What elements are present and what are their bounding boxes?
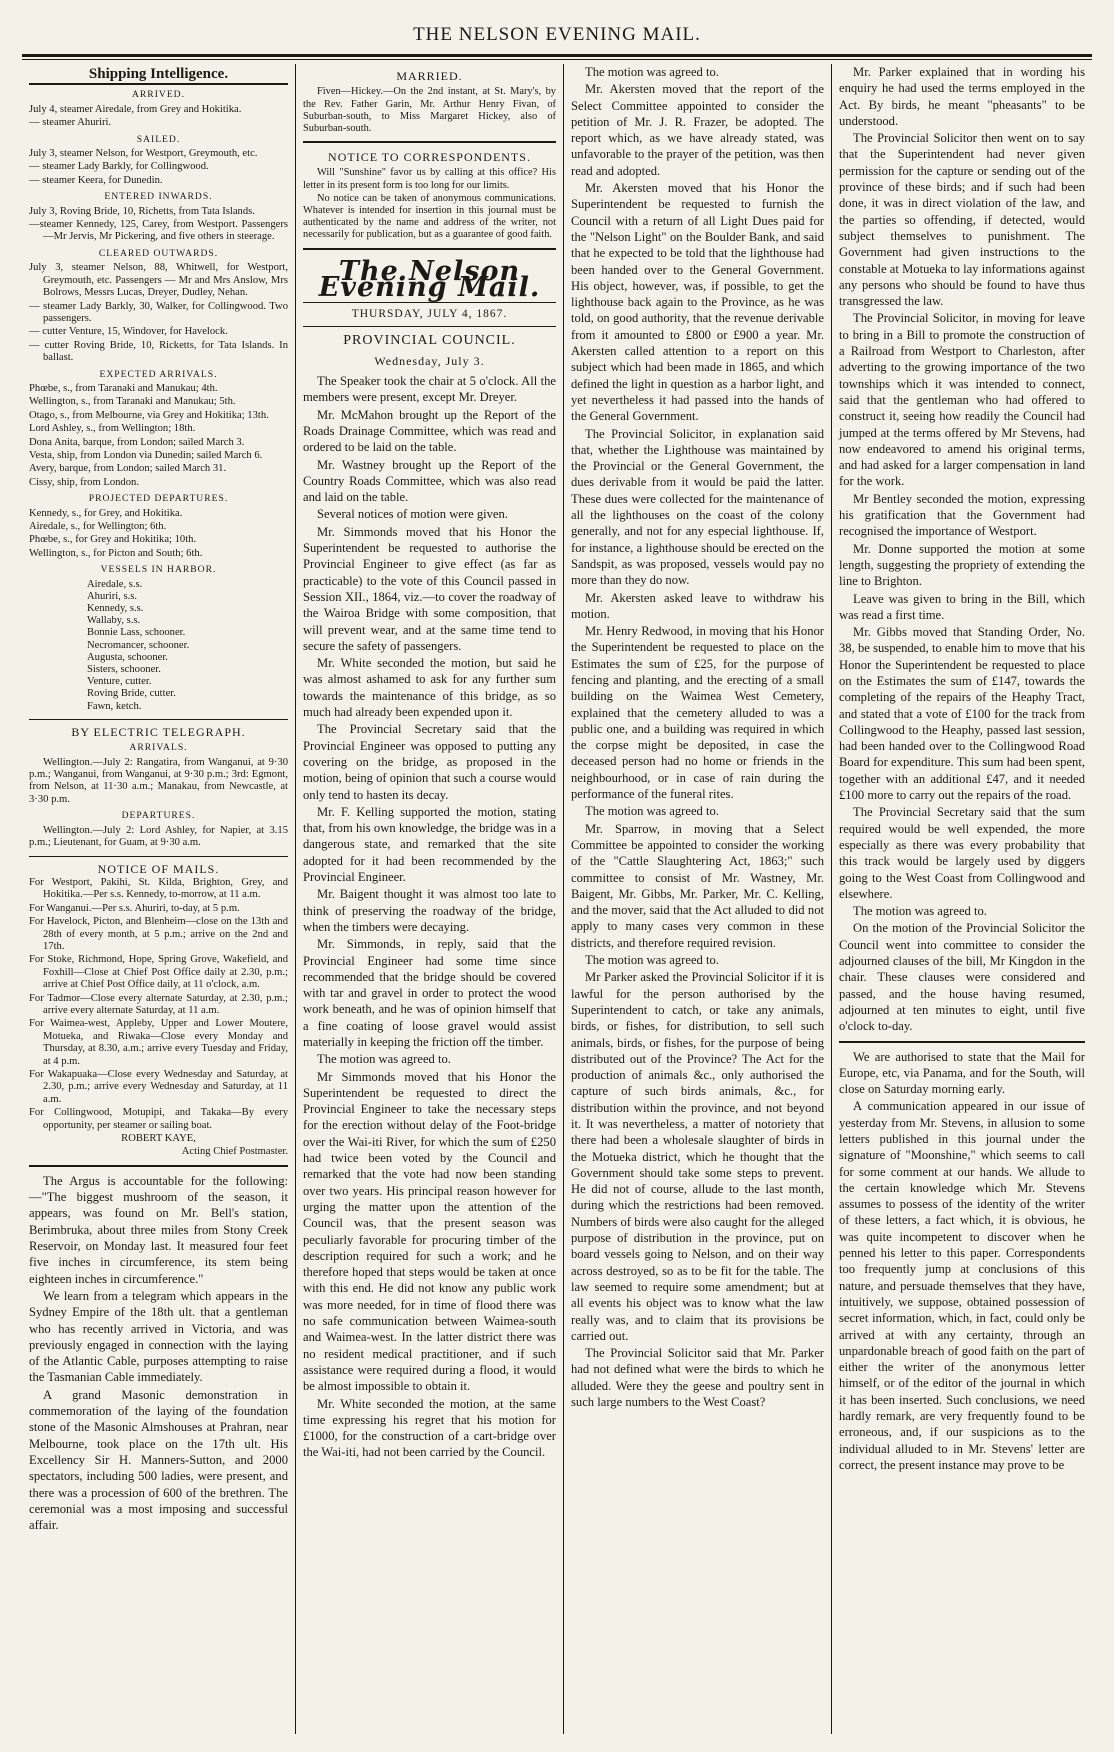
article-paragraph: The Provincial Solicitor said that Mr. Parker had not defined what were the birds to which he alluded. Were they the geese and poultry sent in such large numbers to the West Coast? bbox=[571, 1346, 824, 1410]
article-paragraph: Mr. Akersten moved that the report of the Select Committee appointed to consider the petition of Mr. J. R. Frazer, be adopted. The report which, as we have already stated, was unfavorable to the prayer of the petition, was then read and adopted. bbox=[571, 82, 824, 178]
article-paragraph: Mr. Donne supported the motion at some length, suggesting the propriety of extending the line to Brighton. bbox=[839, 541, 1085, 589]
mail-item: For Havelock, Picton, and Blenheim—close on the 13th and 28th of every month, at 5 p.m.; arrive on the 2nd and 17th. bbox=[29, 916, 288, 952]
column-4 bbox=[831, 64, 1092, 1734]
cleared-item: — steamer Lady Barkly, 30, Walker, for Collingwood. Two passengers. bbox=[29, 300, 288, 324]
vessel-item: Wallaby, s.s. bbox=[87, 615, 141, 627]
sailed-heading: SAILED. bbox=[136, 133, 181, 145]
vessel-item: Fawn, ketch. bbox=[87, 700, 142, 712]
column-3 bbox=[563, 64, 831, 1734]
tel-arrivals: Wellington.—July 2: Rangatira, from Wanganui, at 9·30 p.m.; Wanganui, from Wanganui, at 9·30 p.m.; 3rd: Egmont, from Nelson, at 11·30 a.m.; Manakau, from Newcastle, at 3·30 p.m. bbox=[29, 756, 288, 805]
mail-item: For Waimea-west, Appleby, Upper and Lower Moutere, Motueka, and Riwaka—Close every Monday and Thursday, at 8.30, a.m.; arrive every Tuesday and Friday, at 4 p.m. bbox=[29, 1018, 288, 1067]
vessel-item: Augusta, schooner. bbox=[87, 651, 168, 663]
cleared-item: — cutter Roving Bride, 10, Ricketts, for Tata Islands. In ballast. bbox=[29, 339, 288, 364]
sailed-item: — steamer Keera, for Dunedin. bbox=[29, 174, 163, 186]
vessel-item: Bonnie Lass, schooner. bbox=[87, 627, 186, 639]
projected-item: Wellington, s., for Picton and South; 6th. bbox=[29, 547, 203, 559]
article-paragraph: Mr. Akersten moved that his Honor the Superintendent be requested to furnish the Council with a return of all Light Dues paid for the "Nelson Light" on the Boulder Bank, and said that he expected to be told that the lighthouse had been handed over to the General Government. His object, however, was, if possible, to get the lighthouse back again to the Province, as he was told, on good authority, that the revenue derivable from it amounted to £800 or £900 a year. Mr. Akersten called attention to a report on this subject which had been made in 1865, and which defined the light in question as a harbor light, and yet nevertheless it had passed into the hands of the General Government. bbox=[571, 181, 824, 424]
divider bbox=[29, 1165, 288, 1167]
columns bbox=[22, 64, 1092, 1734]
article-paragraph: The Argus is accountable for the following:—"The biggest mushroom of the season, it appears, was found on Mr. Bell's station, Berimbruka, about three miles from Stony Creek Reservoir, on Monday last. It measured four feet five inches in circumference, its stem being eighteen inches in circumference." bbox=[29, 1173, 288, 1286]
masthead: THE NELSON EVENING MAIL. bbox=[413, 24, 701, 45]
sailed-item: — steamer Lady Barkly, for Collingwood. bbox=[29, 161, 209, 173]
article-paragraph: Mr. Akersten asked leave to withdraw his motion. bbox=[571, 590, 824, 621]
entered-heading: ENTERED INWARDS. bbox=[104, 191, 213, 203]
vessel-item: Kennedy, s.s. bbox=[87, 603, 144, 615]
projected-item: Kennedy, s., for Grey, and Hokitika. bbox=[29, 507, 183, 519]
column-1 bbox=[22, 64, 295, 1734]
article-paragraph: Leave was given to bring in the Bill, which was read a first time. bbox=[839, 591, 1085, 622]
article-paragraph: A communication appeared in our issue of yesterday from Mr. Stevens, in allusion to some letters published in this journal under the signature of "Moonshine," which seems to call for some comment at our hands. We allude to the certain knowledge which Mr. Stevens assumes to possess of the identity of the writer of these letters, a fact which, it is obvious, he was quite incompetent to discover when he penned his letter to this paper. Correspondents too frequently jump at conclusions of this nature, and persuade themselves that they have, intuitively, we suppose, obtained possession of secret information, which, in fact, could only be arrived at with any certainty, through an unpardonable breach of good faith on the part of either the writer of the anonymous letter himself, or of the editor of the journal in which it has been inserted. Such conclusions, we need hardly remark, are very frequently found to be erroneous, and, if our suspicions as to the individual alluded to in Mr. Stevens' letter are correct, the present instance may prove to be bbox=[839, 1099, 1085, 1472]
married-heading: MARRIED. bbox=[396, 69, 463, 83]
arrived-item: — steamer Ahuriri. bbox=[29, 117, 112, 129]
divider bbox=[29, 719, 288, 720]
article-paragraph: The Provincial Secretary said that the Provincial Engineer was opposed to putting any covering on the bridge, as proposed in the motion, being of opinion that such a course would only tend to hasten its decay. bbox=[303, 722, 556, 802]
article-paragraph: We are authorised to state that the Mail for Europe, etc, via Panama, and for the South, will close on Saturday morning early. bbox=[839, 1049, 1085, 1097]
article-paragraph: Mr Parker asked the Provincial Solicitor if it is lawful for the person authorised by the Superintendent to catch, or take any animals, birds, or fishes, for distribution, to sell such animals, birds, or fishes, for the purpose of being distributed out of the Province? The Act for the production of animals &c., only authorised the capture of such birds animals, &c., for distribution within the province, and not beyond it. It was nevertheless, a matter of notoriety that there had been a wholesale slaughter of birds in the Motueka district, which he thought that the Government should take some steps to prevent. He did not of course, allude to the last month, during which the restrictions had been removed. Numbers of birds were also caught for the alleged purpose of distribution in the province, put on board vessels going to Nelson, and on their way across destroyed, so as to be fit for the table. The law seemed to require some amendment; but at all events his object was to know what the law really was, and to claim that its provisions be carried out. bbox=[571, 970, 824, 1343]
masthead-rule-thin bbox=[22, 59, 1092, 60]
article-paragraph: The motion was agreed to. bbox=[585, 65, 719, 79]
article-paragraph: We learn from a telegram which appears in the Sydney Empire of the 18th ult. that a gentleman who has recently arrived in Victoria, and was previously engaged in connection with the laying of the Atlantic Cable, purposes attempting to raise the Tasmanian Cable immediately. bbox=[29, 1288, 288, 1385]
dateline: THURSDAY, JULY 4, 1867. bbox=[303, 302, 556, 326]
projected-item: Phœbe, s., for Grey and Hokitika; 10th. bbox=[29, 534, 197, 546]
article-paragraph: The motion was agreed to. bbox=[317, 1052, 451, 1067]
article-paragraph: Mr. Sparrow, in moving that a Select Committee be appointed to consider the working of the "Cattle Slaughtering Act, 1863;" such committee to consist of Mr. Wastney, Mr. Baigent, Mr. Gibbs, Mr. Parker, Mr. C. Kelling, and the mover, said that the Act alluded to did not apply to many cases very common in these districts, and therefore required revision. bbox=[571, 821, 824, 950]
article-paragraph: Mr. F. Kelling supported the motion, stating that, from his own knowledge, the bridge was in a dangerous state, and remarked that the site adopted for it had been recommended by the Provincial Engineer. bbox=[303, 804, 556, 885]
article-paragraph: A grand Masonic demonstration in commemoration of the laying of the foundation stone of the Masonic Almshouses at Prahran, near Melbourne, took place on the 17th ult. His Excellency Sir H. Manners-Sutton, and 2000 spectators, including 500 ladies, were present, and there was a procession of 600 of the brethren. The ceremonial was a most imposing and successful affair. bbox=[29, 1387, 288, 1533]
mail-item: For Westport, Pakihi, St. Kilda, Brighton, Grey, and Hokitika.—Per s.s. Kennedy, to-morrow, at 11 a.m. bbox=[29, 876, 288, 901]
expected-item: Avery, barque, from London; sailed March 31. bbox=[29, 463, 227, 475]
vessel-item: Ahuriri, s.s. bbox=[87, 590, 138, 602]
married-notice: Fiven—Hickey.—On the 2nd instant, at St. Mary's, by the Rev. Father Garin, Mr. Arthur Henry Fivan, of Suburban-south, to Miss Margaret Hickey, also of Suburban-south. bbox=[303, 86, 556, 134]
divider bbox=[303, 141, 556, 143]
tel-arrivals-heading: ARRIVALS. bbox=[129, 742, 188, 754]
article-paragraph: Mr. White seconded the motion, but said he was almost ashamed to ask for any further sum towards the maintenance of this bridge, as so much had already been expended upon it. bbox=[303, 656, 556, 720]
tel-departures: Wellington.—July 2: Lord Ashley, for Napier, at 3.15 p.m.; Lieutenant, for Guam, at 9·30 a.m. bbox=[29, 824, 288, 849]
day-heading: Wednesday, July 3. bbox=[374, 353, 485, 368]
article-paragraph: Mr. Baigent thought it was almost too late to think of preserving the roadway of the bridge, when the timbers were decaying. bbox=[303, 887, 556, 934]
expected-item: Dona Anita, barque, from London; sailed March 3. bbox=[29, 436, 245, 448]
expected-heading: EXPECTED ARRIVALS. bbox=[99, 368, 218, 380]
vessel-item: Airedale, s.s. bbox=[87, 578, 143, 590]
nameplate: The Nelson Evening Mail. bbox=[318, 255, 541, 303]
mail-item: For Tadmor—Close every alternate Saturday, at 2.30, p.m.; arrive every alternate Saturday, at 11 a.m. bbox=[29, 992, 288, 1016]
article-paragraph: Mr. McMahon brought up the Report of the Roads Drainage Committee, which was read and ordered to be laid on the table. bbox=[303, 407, 556, 455]
article-paragraph: Mr. Simmonds, in reply, said that the Provincial Engineer had some time since recommended that the bridge should be covered with tar and gravel in order to protect the wood work beneath, and he was of opinion himself that a fine coating of loose gravel would assist materially in keeping the friction off the timber. bbox=[303, 937, 556, 1049]
cleared-item: July 3, steamer Nelson, 88, Whitwell, for Westport, Greymouth, etc. Passengers — Mr and Mrs Anslow, Mrs Bolrows, Messrs Lucas, Dreyer, Dudley, Nehan. bbox=[29, 262, 288, 299]
postmaster-title: Acting Chief Postmaster. bbox=[181, 1146, 288, 1158]
column-2 bbox=[295, 64, 563, 1734]
article-paragraph: The motion was agreed to. bbox=[585, 953, 719, 968]
article-paragraph: Mr. Gibbs moved that Standing Order, No. 38, be suspended, to enable him to move that his Honor the Superintendent be requested to place on the Estimates the sum of £147, towards the completing of the repairs of the Heaphy Tract, and stated that a vote of £100 for the track from Collingwood to the Heaphy, passed last session, had been handed over to the Collingwood Road Board for expenditure. This sum had been spent, together with an additional £47, and it needed £100 more to carry out the repairs of the road. bbox=[839, 625, 1085, 803]
article-paragraph: On the motion of the Provincial Solicitor the Council went into committee to consider the adjourned clauses of the bill, Mr Kingdon in the chair. These clauses were considered and passed, and the house having resumed, adjourned at ten minutes to eight, until five o'clock to-day. bbox=[839, 921, 1085, 1034]
expected-item: Otago, s., from Melbourne, via Grey and Hokitika; 13th. bbox=[29, 409, 269, 421]
projected-heading: PROJECTED DEPARTURES. bbox=[88, 493, 229, 505]
article-paragraph: Mr Simmonds moved that his Honor the Superintendent be requested to direct the Provincial Engineer to take the necessary steps for the erection without delay of the Foot-bridge over the Wai-iti River, for which the sum of £250 had twice been voted by the Council and remarked that the vote had now been standing over two years. His principal reason however for urging the matter upon the attention of the Council was, that the present season was peculiarly favorable for procuring timber of the description required for such a work; and he therefore hoped that steps would be taken at once with this end. He did not know any public work was more needed, for in time of flood there was no safe communication between Waimea-south and Waimea-west. In the latter district there was no resident medical practitioner, and if such assistance were required during a flood, it would be almost impossible to obtain it. bbox=[303, 1069, 556, 1394]
article-paragraph: Mr Bentley seconded the motion, expressing his gratification that the Government had recognised the importance of Westport. bbox=[839, 491, 1085, 539]
expected-item: Lord Ashley, s., from Wellington; 18th. bbox=[29, 423, 196, 435]
correspondents-notice: No notice can be taken of anonymous communications. Whatever is intended for insertion in this journal must be authenticated by the name and address of the writer, not necessarily for publication, but as a guarantee of good faith. bbox=[303, 192, 556, 241]
expected-item: Vesta, ship, from London via Dunedin; sailed March 6. bbox=[29, 449, 263, 461]
telegraph-heading: BY ELECTRIC TELEGRAPH. bbox=[71, 724, 246, 739]
masthead-rule bbox=[22, 54, 1092, 57]
divider bbox=[839, 1041, 1085, 1043]
divider bbox=[29, 856, 288, 857]
section-heading: PROVINCIAL COUNCIL. bbox=[343, 332, 516, 348]
tel-departures-heading: DEPARTURES. bbox=[121, 810, 196, 822]
vessel-item: Necromancer, schooner. bbox=[87, 639, 190, 651]
article-paragraph: The Provincial Secretary said that the sum required would be well expended, the more especially as there was every probability that this track would be largely used by diggers going to the West Coast from Collingwood and elsewhere. bbox=[839, 805, 1085, 901]
postmaster-name: ROBERT KAYE, bbox=[121, 1133, 196, 1145]
arrived-heading: ARRIVED. bbox=[131, 89, 186, 101]
arrived-item: July 4, steamer Airedale, from Grey and Hokitika. bbox=[29, 103, 242, 115]
correspondents-heading: NOTICE TO CORRESPONDENTS. bbox=[328, 150, 531, 165]
article-paragraph: The Provincial Solicitor, in explanation said that, whether the Lighthouse was maintained by the Provincial or the General Government, the dues derivable from it would be paid the latter. These dues were collected for the maintenance of all the lighthouses on the coast of the colony generally, and not for any especial lighthouse. If, for instance, a lighthouse should be erected on the Sandspit, as was proposed, vessels would pay no more than they do now. bbox=[571, 426, 824, 588]
article-paragraph: Mr. Simmonds moved that his Honor the Superintendent be requested to authorise the Provincial Engineer to give effect (as far as practicable) to the vote of this Council passed in Session XII., 1864, viz.—to cover the roadway of the Wairoa Bridge with some composition, that will prevent wear, and at the same time tend to secure the safety of passengers. bbox=[303, 524, 556, 653]
vessel-item: Roving Bride, cutter. bbox=[87, 688, 176, 700]
vessel-item: Sisters, schooner. bbox=[87, 664, 161, 676]
correspondents-notice: Will "Sunshine" favor us by calling at this office? His letter in its present form is too long for our limits. bbox=[303, 167, 556, 191]
article-paragraph: Several notices of motion were given. bbox=[317, 507, 508, 522]
article-paragraph: The Provincial Solicitor, in moving for leave to bring in a Bill to promote the construction of a Railroad from Westport to Charleston, after adverting to the growing importance of the two townships which it was intended to connect, said that the gentleman who had offered to construct it, seeing how readily the Council had jumped at the terms offered by Mr Stevens, had now endeavored to amend his original terms, and had asked for a larger compensation in land for the work. bbox=[839, 311, 1085, 489]
article-paragraph: The motion was agreed to. bbox=[585, 804, 719, 819]
mails-heading: NOTICE OF MAILS. bbox=[97, 861, 220, 876]
article-paragraph: The Speaker took the chair at 5 o'clock. All the members were present, except Mr. Dreyer. bbox=[303, 374, 556, 405]
expected-item: Wellington, s., from Taranaki and Manukau; 5th. bbox=[29, 396, 236, 408]
projected-item: Airedale, s., for Wellington; 6th. bbox=[29, 521, 167, 532]
mail-item: For Collingwood, Motupipi, and Takaka—By every opportunity, per steamer or sailing boat. bbox=[29, 1107, 288, 1131]
article-paragraph: Mr. White seconded the motion, at the same time expressing his regret that his motion for £1000, for the construction of a cart-bridge over the Wai-iti, had not been carried by the Council. bbox=[303, 1396, 556, 1460]
cleared-heading: CLEARED OUTWARDS. bbox=[98, 247, 219, 259]
shipping-title: Shipping Intelligence. bbox=[29, 64, 288, 85]
mail-item: For Wakapuaka—Close every Wednesday and Saturday, at 2.30, p.m.; arrive every Wednesday and Saturday, at 11 a.m. bbox=[29, 1069, 288, 1105]
expected-item: Phœbe, s., from Taranaki and Manukau; 4th. bbox=[29, 382, 218, 394]
mail-item: For Stoke, Richmond, Hope, Spring Grove, Wakefield, and Foxhill—Close at Chief Post Office daily at 2.30, p.m.; arrive at Chief Post Office daily, at 11 o'clock, a.m. bbox=[29, 954, 288, 991]
cleared-item: — cutter Venture, 15, Windover, for Havelock. bbox=[29, 326, 228, 338]
article-paragraph: The Provincial Solicitor then went on to say that the Superintendent had never given permission for the capture or sending out of the province of these birds; and if such had been done, it was in direct violation of the law, and the parties so offending, if detected, would subject themselves to punishment. The Government had given instructions to the constable at Motueka to lay informations against any persons who should be found to have thus transgressed the law. bbox=[839, 131, 1085, 309]
vessels-heading: VESSELS IN HARBOR. bbox=[100, 564, 217, 576]
sailed-item: July 3, steamer Nelson, for Westport, Greymouth, etc. bbox=[29, 148, 258, 160]
expected-item: Cissy, ship, from London. bbox=[29, 476, 139, 488]
mail-item: For Wanganui.—Per s.s. Ahuriri, to-day, at 5 p.m. bbox=[29, 902, 240, 914]
article-paragraph: Mr. Wastney brought up the Report of the Country Roads Committee, which was also read and laid on the table. bbox=[303, 457, 556, 505]
article-paragraph: Mr. Henry Redwood, in moving that his Honor the Superintendent be requested to place on the Estimates the sum of £25, for the purpose of fencing and planting, and the erecting of a small building on the Waimea West Cemetery, explained that the cemetery alluded to was a public one, and a building was required in which the corpse might be deposited, in case the deceased person had no home or friends in the neighbourhood, or in case of rain during the performance of the funeral rites. bbox=[571, 624, 824, 802]
entered-item: —steamer Kennedy, 125, Carey, from Westport. Passengers—Mr Jervis, Mr Pickering, and five others in steerage. bbox=[29, 219, 288, 243]
entered-item: July 3, Roving Bride, 10, Richetts, from Tata Islands. bbox=[29, 205, 255, 217]
article-paragraph: The motion was agreed to. bbox=[853, 904, 987, 919]
article-paragraph: Mr. Parker explained that in wording his enquiry he had used the terms employed in the Act. By birds, he meant "pheasants" to be understood. bbox=[839, 65, 1085, 128]
divider bbox=[303, 248, 556, 250]
mail-list bbox=[29, 877, 288, 1132]
vessel-item: Venture, cutter. bbox=[87, 676, 152, 688]
